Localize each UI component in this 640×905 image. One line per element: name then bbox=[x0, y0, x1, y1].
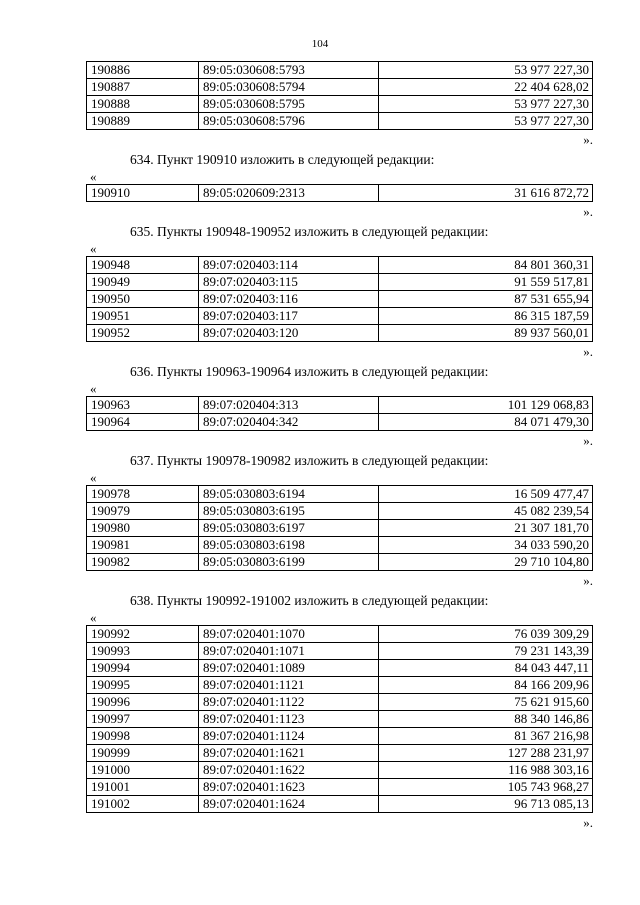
table-row bbox=[87, 79, 593, 96]
value-cell: 105 743 968,27 bbox=[379, 779, 593, 796]
cadastral-number-cell: 89:07:020403:115 bbox=[199, 274, 379, 291]
value-cell: 84 071 479,30 bbox=[379, 414, 593, 431]
table-row bbox=[87, 554, 593, 571]
cadastral-number-cell: 89:07:020401:1623 bbox=[199, 779, 379, 796]
value-cell: 45 082 239,54 bbox=[379, 503, 593, 520]
opening-quote: « bbox=[90, 610, 97, 625]
table-row bbox=[87, 185, 593, 202]
cadastral-number-cell: 89:07:020404:313 bbox=[199, 397, 379, 414]
item-number-cell: 190964 bbox=[87, 414, 199, 431]
cadastral-number-cell: 89:07:020401:1122 bbox=[199, 694, 379, 711]
item-number-cell: 191001 bbox=[87, 779, 199, 796]
item-number-cell: 190980 bbox=[87, 520, 199, 537]
registry-table bbox=[86, 256, 593, 342]
value-cell: 84 043 447,11 bbox=[379, 660, 593, 677]
value-cell: 84 166 209,96 bbox=[379, 677, 593, 694]
item-number-cell: 190994 bbox=[87, 660, 199, 677]
item-number-cell: 190952 bbox=[87, 325, 199, 342]
value-cell: 91 559 517,81 bbox=[379, 274, 593, 291]
value-cell: 79 231 143,39 bbox=[379, 643, 593, 660]
opening-quote: « bbox=[90, 470, 97, 485]
item-number-cell: 190888 bbox=[87, 96, 199, 113]
table-row bbox=[87, 113, 593, 130]
cadastral-number-cell: 89:05:020609:2313 bbox=[199, 185, 379, 202]
item-number-cell: 190979 bbox=[87, 503, 199, 520]
opening-quote: « bbox=[90, 169, 97, 184]
amendment-block bbox=[86, 363, 593, 449]
cadastral-number-cell: 89:07:020403:114 bbox=[199, 257, 379, 274]
registry-table bbox=[86, 184, 593, 202]
table-row bbox=[87, 397, 593, 414]
registry-table bbox=[86, 61, 593, 130]
value-cell: 21 307 181,70 bbox=[379, 520, 593, 537]
value-cell: 89 937 560,01 bbox=[379, 325, 593, 342]
value-cell: 116 988 303,16 bbox=[379, 762, 593, 779]
table-row bbox=[87, 796, 593, 813]
cadastral-number-cell: 89:07:020401:1121 bbox=[199, 677, 379, 694]
amendment-instruction: 635. Пункты 190948-190952 изложить в следующей редакции: bbox=[130, 224, 489, 239]
cadastral-number-cell: 89:05:030803:6197 bbox=[199, 520, 379, 537]
closing-quote: ». bbox=[583, 204, 593, 219]
table-row bbox=[87, 274, 593, 291]
table-row bbox=[87, 626, 593, 643]
amendment-block bbox=[86, 151, 593, 220]
item-number-cell: 190998 bbox=[87, 728, 199, 745]
closing-quote: ». bbox=[583, 132, 593, 147]
table-row bbox=[87, 62, 593, 79]
item-number-cell: 190889 bbox=[87, 113, 199, 130]
table-row bbox=[87, 257, 593, 274]
cadastral-number-cell: 89:07:020403:117 bbox=[199, 308, 379, 325]
table-row bbox=[87, 694, 593, 711]
table-row bbox=[87, 96, 593, 113]
table-row bbox=[87, 291, 593, 308]
value-cell: 127 288 231,97 bbox=[379, 745, 593, 762]
item-number-cell: 190996 bbox=[87, 694, 199, 711]
value-cell: 53 977 227,30 bbox=[379, 113, 593, 130]
item-number-cell: 190948 bbox=[87, 257, 199, 274]
table-row bbox=[87, 325, 593, 342]
closing-quote: ». bbox=[583, 573, 593, 588]
cadastral-number-cell: 89:07:020401:1124 bbox=[199, 728, 379, 745]
value-cell: 29 710 104,80 bbox=[379, 554, 593, 571]
value-cell: 34 033 590,20 bbox=[379, 537, 593, 554]
cadastral-number-cell: 89:07:020401:1071 bbox=[199, 643, 379, 660]
item-number-cell: 190999 bbox=[87, 745, 199, 762]
table-row bbox=[87, 728, 593, 745]
value-cell: 22 404 628,02 bbox=[379, 79, 593, 96]
registry-table bbox=[86, 625, 593, 813]
value-cell: 16 509 477,47 bbox=[379, 486, 593, 503]
amendment-block bbox=[86, 592, 593, 831]
page-number: 104 bbox=[311, 38, 329, 50]
cadastral-number-cell: 89:07:020401:1622 bbox=[199, 762, 379, 779]
cadastral-number-cell: 89:05:030803:6195 bbox=[199, 503, 379, 520]
item-number-cell: 190950 bbox=[87, 291, 199, 308]
cadastral-number-cell: 89:07:020404:342 bbox=[199, 414, 379, 431]
cadastral-number-cell: 89:05:030608:5796 bbox=[199, 113, 379, 130]
cadastral-number-cell: 89:05:030608:5795 bbox=[199, 96, 379, 113]
opening-quote: « bbox=[90, 241, 97, 256]
item-number-cell: 190997 bbox=[87, 711, 199, 728]
amendment-block bbox=[86, 61, 593, 148]
item-number-cell: 190981 bbox=[87, 537, 199, 554]
item-number-cell: 190951 bbox=[87, 308, 199, 325]
table-row bbox=[87, 414, 593, 431]
cadastral-number-cell: 89:05:030608:5794 bbox=[199, 79, 379, 96]
value-cell: 53 977 227,30 bbox=[379, 62, 593, 79]
item-number-cell: 190993 bbox=[87, 643, 199, 660]
opening-quote: « bbox=[90, 381, 97, 396]
value-cell: 75 621 915,60 bbox=[379, 694, 593, 711]
table-row bbox=[87, 660, 593, 677]
table-row bbox=[87, 308, 593, 325]
cadastral-number-cell: 89:07:020401:1621 bbox=[199, 745, 379, 762]
value-cell: 53 977 227,30 bbox=[379, 96, 593, 113]
document-body bbox=[86, 61, 593, 831]
table-row bbox=[87, 503, 593, 520]
table-row bbox=[87, 486, 593, 503]
cadastral-number-cell: 89:07:020403:116 bbox=[199, 291, 379, 308]
amendment-block bbox=[86, 223, 593, 360]
registry-table bbox=[86, 485, 593, 571]
table-row bbox=[87, 677, 593, 694]
cadastral-number-cell: 89:07:020403:120 bbox=[199, 325, 379, 342]
table-row bbox=[87, 779, 593, 796]
item-number-cell: 190992 bbox=[87, 626, 199, 643]
cadastral-number-cell: 89:07:020401:1070 bbox=[199, 626, 379, 643]
item-number-cell: 190995 bbox=[87, 677, 199, 694]
cadastral-number-cell: 89:05:030608:5793 bbox=[199, 62, 379, 79]
closing-quote: ». bbox=[583, 815, 593, 830]
registry-table bbox=[86, 396, 593, 431]
amendment-instruction: 638. Пункты 190992-191002 изложить в следующей редакции: bbox=[130, 593, 489, 608]
cadastral-number-cell: 89:07:020401:1624 bbox=[199, 796, 379, 813]
value-cell: 84 801 360,31 bbox=[379, 257, 593, 274]
amendment-instruction: 634. Пункт 190910 изложить в следующей редакции: bbox=[130, 152, 435, 167]
table-row bbox=[87, 537, 593, 554]
value-cell: 88 340 146,86 bbox=[379, 711, 593, 728]
item-number-cell: 190910 bbox=[87, 185, 199, 202]
item-number-cell: 190886 bbox=[87, 62, 199, 79]
item-number-cell: 190949 bbox=[87, 274, 199, 291]
item-number-cell: 191000 bbox=[87, 762, 199, 779]
table-row bbox=[87, 643, 593, 660]
value-cell: 86 315 187,59 bbox=[379, 308, 593, 325]
amendment-instruction: 636. Пункты 190963-190964 изложить в следующей редакции: bbox=[130, 364, 489, 379]
value-cell: 76 039 309,29 bbox=[379, 626, 593, 643]
cadastral-number-cell: 89:07:020401:1123 bbox=[199, 711, 379, 728]
value-cell: 96 713 085,13 bbox=[379, 796, 593, 813]
amendment-block bbox=[86, 452, 593, 589]
item-number-cell: 190887 bbox=[87, 79, 199, 96]
amendment-instruction: 637. Пункты 190978-190982 изложить в следующей редакции: bbox=[130, 453, 489, 468]
table-row bbox=[87, 520, 593, 537]
item-number-cell: 190963 bbox=[87, 397, 199, 414]
value-cell: 81 367 216,98 bbox=[379, 728, 593, 745]
closing-quote: ». bbox=[583, 344, 593, 359]
table-row bbox=[87, 711, 593, 728]
cadastral-number-cell: 89:07:020401:1089 bbox=[199, 660, 379, 677]
value-cell: 87 531 655,94 bbox=[379, 291, 593, 308]
value-cell: 101 129 068,83 bbox=[379, 397, 593, 414]
item-number-cell: 191002 bbox=[87, 796, 199, 813]
closing-quote: ». bbox=[583, 433, 593, 448]
table-row bbox=[87, 762, 593, 779]
cadastral-number-cell: 89:05:030803:6199 bbox=[199, 554, 379, 571]
value-cell: 31 616 872,72 bbox=[379, 185, 593, 202]
item-number-cell: 190982 bbox=[87, 554, 199, 571]
cadastral-number-cell: 89:05:030803:6194 bbox=[199, 486, 379, 503]
item-number-cell: 190978 bbox=[87, 486, 199, 503]
table-row bbox=[87, 745, 593, 762]
cadastral-number-cell: 89:05:030803:6198 bbox=[199, 537, 379, 554]
